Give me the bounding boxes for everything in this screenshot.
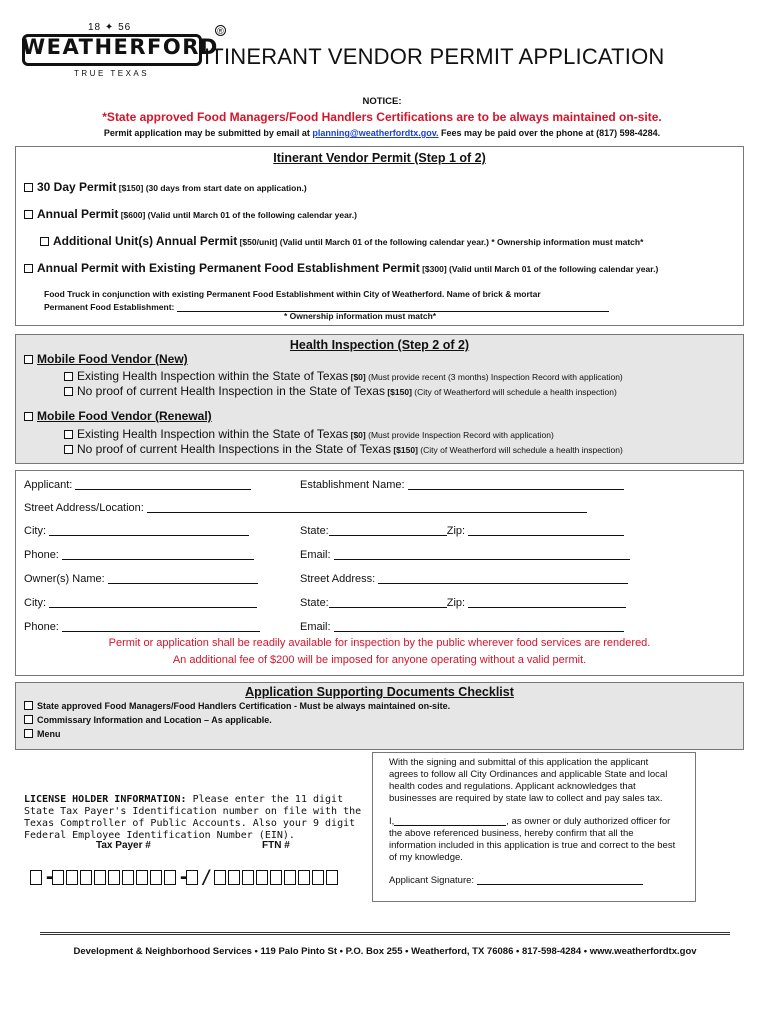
- checkbox[interactable]: [24, 715, 33, 724]
- owner-city-field[interactable]: City:: [24, 597, 257, 609]
- license-holder-info: LICENSE HOLDER INFORMATION: Please enter the 11 digit State Tax Payer's Identification number on file with the Texas Comptroller of Public Accounts. Also your 9 digit Federal Employee Identification Number (EIN).: [24, 794, 362, 841]
- checkbox[interactable]: [64, 372, 73, 381]
- phone-field[interactable]: Phone:: [24, 549, 254, 561]
- tax-id-boxes[interactable]: - - /: [30, 866, 340, 888]
- footer-divider: [40, 932, 730, 936]
- owner-email-field[interactable]: Email:: [300, 621, 624, 633]
- notice-label: NOTICE:: [362, 96, 402, 107]
- checkbox[interactable]: [40, 237, 49, 246]
- option-annual[interactable]: Annual Permit [$600] (Valid until March 01 of the following calendar year.): [24, 207, 357, 221]
- taxpayer-label: Tax Payer #: [96, 840, 151, 851]
- new-existing-inspection[interactable]: Existing Health Inspection within the State of Texas [$0] (Must provide recent (3 months) Inspection Record with application): [64, 369, 623, 383]
- notice-certification: *State approved Food Managers/Food Handlers Certifications are to be always maintained on-site.: [102, 110, 662, 124]
- digit-box[interactable]: [52, 870, 64, 885]
- owner-state-zip-field[interactable]: State: Zip:: [300, 597, 626, 609]
- texas-star-icon: ✦: [104, 22, 115, 33]
- notice-submission: Permit application may be submitted by email at planning@weatherfordtx.gov. Fees may be paid over the phone at (817) 598-4284.: [103, 128, 661, 138]
- digit-box[interactable]: [312, 870, 324, 885]
- digit-box[interactable]: [186, 870, 198, 885]
- ftn-label: FTN #: [262, 840, 290, 851]
- digit-box[interactable]: [122, 870, 134, 885]
- checkbox[interactable]: [64, 445, 73, 454]
- checklist-item-commissary[interactable]: Commissary Information and Location – As applicable.: [24, 715, 272, 725]
- weatherford-logo: [22, 22, 224, 80]
- checkbox[interactable]: [24, 183, 33, 192]
- owner-street-field[interactable]: Street Address:: [300, 573, 628, 585]
- new-no-proof-inspection[interactable]: No proof of current Health Inspection in the State of Texas [$150] (City of Weatherford will schedule a health inspection): [64, 384, 617, 398]
- acknowledgement-box: [372, 752, 696, 902]
- email-link[interactable]: planning@weatherfordtx.gov.: [312, 128, 439, 138]
- state-zip-field[interactable]: State: Zip:: [300, 525, 624, 537]
- renew-no-proof-inspection[interactable]: No proof of current Health Inspections in the State of Texas [$150] (City of Weatherford will schedule a health inspection): [64, 442, 623, 456]
- owners-name-field[interactable]: Owner(s) Name:: [24, 573, 258, 585]
- checkbox[interactable]: [24, 701, 33, 710]
- warning-permit-available: Permit or application shall be readily available for inspection by the public wherever food services are rendered.: [108, 637, 651, 649]
- checkbox[interactable]: [24, 264, 33, 273]
- option-annual-existing[interactable]: Annual Permit with Existing Permanent Food Establishment Permit [$300] (Valid until March 01 of the following calendar year.): [24, 261, 658, 275]
- digit-box[interactable]: [298, 870, 310, 885]
- checklist-item-certification[interactable]: State approved Food Managers/Food Handlers Certification - Must be always maintained on-site.: [24, 701, 450, 711]
- digit-box[interactable]: [228, 870, 240, 885]
- digit-box[interactable]: [136, 870, 148, 885]
- step1-heading: Itinerant Vendor Permit (Step 1 of 2): [273, 151, 486, 165]
- checkbox[interactable]: [64, 430, 73, 439]
- digit-box[interactable]: [256, 870, 268, 885]
- logo-wordmark: WEATHERFORD: [22, 35, 219, 59]
- street-address-field[interactable]: Street Address/Location:: [24, 502, 587, 514]
- mobile-new-option[interactable]: Mobile Food Vendor (New): [24, 352, 188, 366]
- ownership-note: * Ownership information must match*: [284, 311, 437, 321]
- logo-tagline: TRUE TEXAS: [74, 69, 150, 78]
- renew-existing-inspection[interactable]: Existing Health Inspection within the State of Texas [$0] (Must provide Inspection Record with application): [64, 427, 554, 441]
- registered-mark: ®: [215, 25, 226, 36]
- applicant-field[interactable]: Applicant:: [24, 479, 251, 491]
- option-additional-units[interactable]: Additional Unit(s) Annual Permit [$50/unit] (Valid until March 01 of the following calendar year.) * Ownership information must match*: [40, 234, 643, 248]
- checkbox[interactable]: [24, 412, 33, 421]
- mobile-renewal-option[interactable]: Mobile Food Vendor (Renewal): [24, 409, 212, 423]
- email-field[interactable]: Email:: [300, 549, 630, 561]
- digit-box[interactable]: [284, 870, 296, 885]
- food-truck-field[interactable]: Permanent Food Establishment:: [44, 301, 609, 312]
- checkbox[interactable]: [24, 210, 33, 219]
- signature-field[interactable]: Applicant Signature:: [389, 874, 679, 887]
- digit-box[interactable]: [214, 870, 226, 885]
- checkbox[interactable]: [64, 387, 73, 396]
- option-30-day[interactable]: 30 Day Permit [$150] (30 days from start date on application.): [24, 180, 307, 194]
- logo-year: 18 ✦ 56: [84, 22, 135, 33]
- digit-box[interactable]: [108, 870, 120, 885]
- digit-box[interactable]: [242, 870, 254, 885]
- checkbox[interactable]: [24, 355, 33, 364]
- acknowledgement-text: With the signing and submittal of this application the applicant agrees to follow all City Ordinances and applicable State and local health codes and regulations. Applicant acknowledges that businesses are required by state law to collect and pay sales tax.: [389, 757, 668, 804]
- page-title: ITINERANT VENDOR PERMIT APPLICATION: [204, 44, 665, 69]
- officer-confirmation[interactable]: I, , as owner or duly authorized officer for the above referenced business, hereby confirm that all the information included in this application is true and correct to the best of my knowledge.: [389, 816, 676, 863]
- digit-box[interactable]: [66, 870, 78, 885]
- food-truck-text: Food Truck in conjunction with existing Permanent Food Establishment within City of Weatherford. Name of brick & mortar: [44, 289, 541, 299]
- owner-phone-field[interactable]: Phone:: [24, 621, 260, 633]
- warning-additional-fee: An additional fee of $200 will be imposed for anyone operating without a valid permit.: [172, 654, 587, 666]
- digit-box[interactable]: [150, 870, 162, 885]
- digit-box[interactable]: [94, 870, 106, 885]
- digit-box[interactable]: [164, 870, 176, 885]
- footer-address: Development & Neighborhood Services • 119 Palo Pinto St • P.O. Box 255 • Weatherford, TX 76086 • 817-598-4284 • www.weatherfordtx.gov: [73, 946, 697, 957]
- establishment-field[interactable]: Establishment Name:: [300, 479, 624, 491]
- city-field[interactable]: City:: [24, 525, 249, 537]
- checklist-item-menu[interactable]: Menu: [24, 729, 61, 739]
- digit-box[interactable]: [30, 870, 42, 885]
- digit-box[interactable]: [270, 870, 282, 885]
- digit-box[interactable]: [326, 870, 338, 885]
- checkbox[interactable]: [24, 729, 33, 738]
- step2-heading: Health Inspection (Step 2 of 2): [289, 338, 470, 352]
- checklist-heading: Application Supporting Documents Checklist: [245, 685, 514, 699]
- digit-box[interactable]: [80, 870, 92, 885]
